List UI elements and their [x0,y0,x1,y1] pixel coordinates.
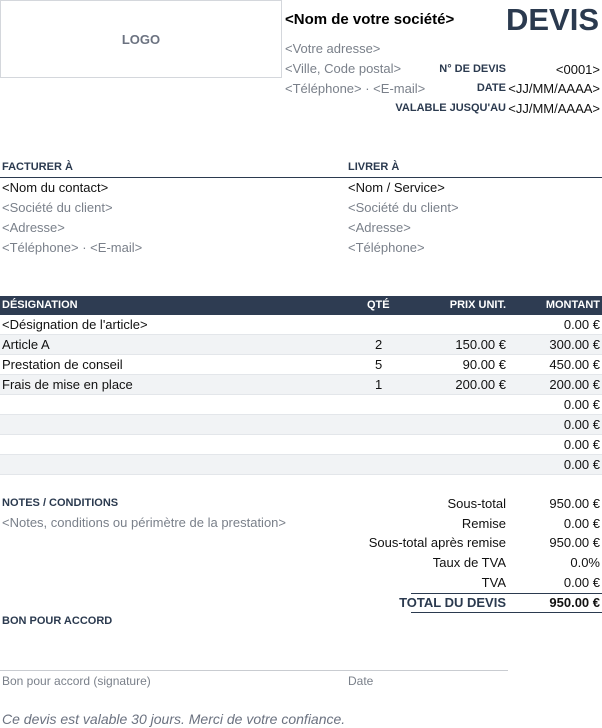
ship-to-address: <Adresse> [348,220,411,235]
discount-value: 0.00 € [563,516,600,531]
items-table-header [0,296,602,315]
footer-note: Ce devis est valable 30 jours. Merci de votre confiance. [2,711,346,727]
tax-value: 0.00 € [563,575,600,590]
row-amount: 200.00 € [549,377,600,392]
row-designation: Frais de mise en place [2,377,133,392]
signature-label: Bon pour accord (signature) [2,674,151,688]
row-unit-price: 200.00 € [455,377,506,392]
row-designation: <Désignation de l'article> [2,317,148,332]
bill-to-phone-email: <Téléphone> · <E-mail> [2,240,143,255]
ship-to-company: <Société du client> [348,200,459,215]
tax-label: TVA [481,575,506,590]
ship-to-phone: <Téléphone> [348,240,425,255]
row-quantity: 2 [375,337,383,352]
row-amount: 300.00 € [549,337,600,352]
bill-to-contact: <Nom du contact> [2,180,109,195]
tax-rate-value: 0.0% [570,555,600,570]
table-row [0,415,602,435]
bill-to-title: FACTURER À [2,161,73,173]
table-row [0,335,602,355]
row-unit-price: 150.00 € [455,337,506,352]
row-unit-price: 90.00 € [462,357,506,372]
row-amount: 0.00 € [563,417,600,432]
company-phone-email: <Téléphone> · <E-mail> [285,81,426,96]
company-city: <Ville, Code postal> [285,61,402,76]
col-quantity: QTÉ [367,299,390,311]
table-row [0,315,602,335]
signature-date-label: Date [348,674,374,688]
quote-number-value: <0001> [555,62,600,77]
table-row [0,435,602,455]
approval-title: BON POUR ACCORD [2,615,113,627]
table-row [0,455,602,475]
subtotal-label: Sous-total [447,496,506,511]
ship-to-title: LIVRER À [348,161,400,173]
valid-until-label: VALABLE JUSQU'AU [395,102,506,114]
table-row [0,355,602,375]
valid-until-value: <JJ/MM/AAAA> [508,101,600,116]
address-divider [0,177,602,178]
col-designation: DÉSIGNATION [2,299,78,311]
row-amount: 450.00 € [549,357,600,372]
signature-line [0,670,508,671]
document-title: DEVIS [505,2,599,37]
total-divider-top [411,593,602,594]
row-designation: Article A [2,337,50,352]
ship-to-name: <Nom / Service> [348,180,445,195]
notes-title: NOTES / CONDITIONS [2,497,119,509]
row-amount: 0.00 € [563,437,600,452]
row-amount: 0.00 € [563,317,600,332]
row-quantity: 1 [375,377,383,392]
quote-number-label: N° DE DEVIS [439,63,506,75]
quote-date-label: DATE [476,82,506,94]
company-address: <Votre adresse> [285,41,381,56]
row-designation: Prestation de conseil [2,357,123,372]
table-row [0,395,602,415]
discount-label: Remise [461,516,506,531]
grand-total-value: 950.00 € [549,595,600,610]
logo-placeholder: LOGO [0,0,282,78]
grand-total-label: TOTAL DU DEVIS [399,595,506,610]
company-name: <Nom de votre société> [285,11,455,28]
col-amount: MONTANT [545,299,600,311]
total-divider-bottom [411,612,602,613]
row-amount: 0.00 € [563,397,600,412]
tax-rate-label: Taux de TVA [432,555,506,570]
row-quantity: 5 [375,357,383,372]
subtotal-value: 950.00 € [549,496,600,511]
bill-to-address: <Adresse> [2,220,65,235]
after-discount-value: 950.00 € [549,535,600,550]
row-amount: 0.00 € [563,457,600,472]
quote-date-value: <JJ/MM/AAAA> [508,81,600,96]
after-discount-label: Sous-total après remise [368,535,506,550]
bill-to-company: <Société du client> [2,200,113,215]
col-unit-price: PRIX UNIT. [449,299,506,311]
notes-text: <Notes, conditions ou périmètre de la prestation> [2,515,287,530]
table-row [0,375,602,395]
